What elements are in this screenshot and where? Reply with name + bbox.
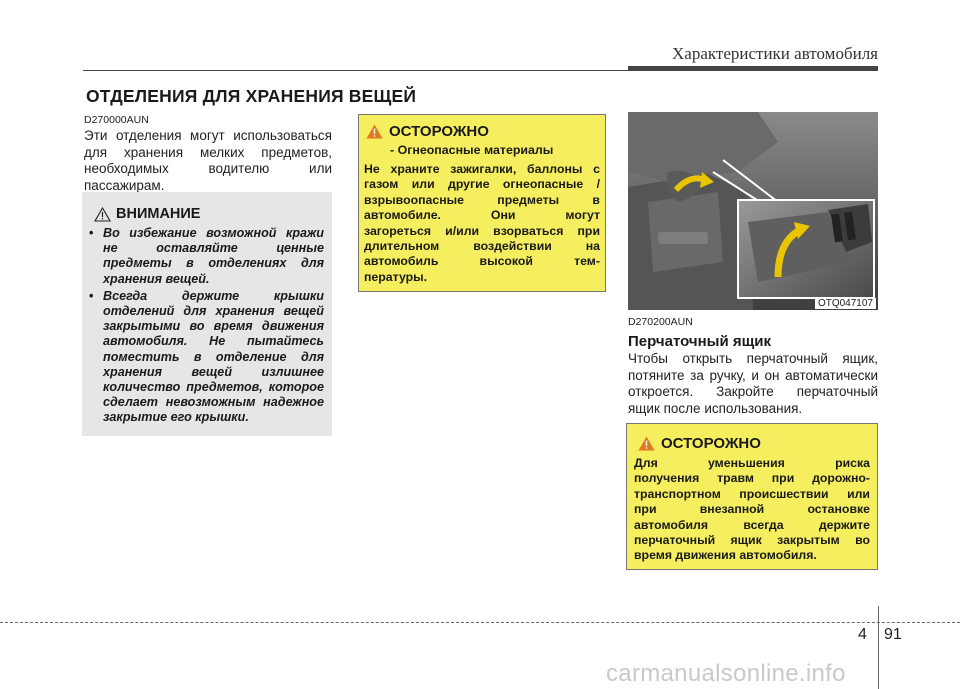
warning-line: взрывоопасные предметы в	[364, 192, 600, 207]
glovebox-title: Перчаточный ящик	[628, 333, 772, 350]
glovebox-line: ящик после использования.	[628, 400, 803, 416]
warning-text	[364, 162, 600, 285]
glovebox-line: откроется. Закройте перчаточный	[628, 384, 878, 399]
footer-divider	[878, 606, 879, 689]
notice-list	[88, 226, 324, 428]
warning-heading	[638, 435, 761, 452]
warning-line: Не храните зажигалки, баллоны с	[364, 162, 600, 176]
warning-line: получения травм при дорожно-	[634, 471, 870, 486]
glovebox-line: потяните за ручку, и он автоматически	[628, 367, 878, 383]
warning-title: ОСТОРОЖНО	[389, 123, 489, 140]
glovebox-line: Чтобы открыть перчаточный ящик,	[628, 351, 878, 366]
intro-paragraph	[84, 128, 332, 194]
glovebox-paragraph	[628, 351, 878, 417]
intro-line: пассажирам.	[84, 177, 165, 193]
warning-line: газом или другие огнеопасные /	[364, 177, 600, 192]
photo-code: OTQ047107	[815, 298, 876, 309]
notice-item: • Во избежание возможной кражи не оставляйте ценные предметы в отделениях для хранения вещей.	[88, 226, 324, 287]
notice-item: • Всегда держите крышки отделений для хранения вещей закрытыми во время движения автомобиля. Не пытайтесь поместить в отделение для хранения вещей излишнее количество предметов, которое сделает невозможным надежное закрытие его крышки.	[88, 289, 324, 426]
notice-heading	[94, 206, 200, 222]
intro-line: для хранения мелких предметов,	[84, 144, 332, 160]
dashboard-illustration	[628, 112, 878, 310]
notice-title: ВНИМАНИЕ	[116, 206, 201, 222]
warning-icon	[638, 436, 655, 451]
warning-subtitle: - Огнеопасные материалы	[390, 143, 554, 157]
warning-line: транспортном происшествии или	[634, 486, 870, 501]
footer-rule	[0, 622, 960, 623]
header-title: Характеристики автомобиля	[672, 44, 878, 63]
warning-heading	[366, 123, 489, 140]
warning-line: автомобиль высокой тем-	[364, 254, 600, 269]
warning-line: автомобиля всегда держите	[634, 517, 870, 532]
warning-line: перчаточный ящик закрытым во	[634, 533, 870, 548]
warning-icon	[366, 124, 383, 139]
warning-line: при внезапной остановке	[634, 502, 870, 517]
header-rule	[83, 70, 878, 71]
intro-line: необходимых водителю или	[84, 161, 332, 176]
page-number: 91	[884, 626, 902, 643]
warning-line: пературы.	[364, 269, 428, 284]
chapter-number: 4	[858, 626, 867, 643]
warning-title: ОСТОРОЖНО	[661, 435, 761, 452]
warning-line: загореться и/или взорваться при	[364, 223, 600, 238]
warning-text	[634, 456, 870, 564]
glovebox-code: D270200AUN	[628, 316, 693, 328]
warning-line: автомобиле. Они могут	[364, 208, 600, 223]
watermark: carmanualsonline.info	[606, 660, 846, 687]
glovebox-photo	[628, 112, 878, 310]
section-title: ОТДЕЛЕНИЯ ДЛЯ ХРАНЕНИЯ ВЕЩЕЙ	[86, 86, 417, 106]
warning-line: Для уменьшения риска	[634, 456, 870, 470]
warning-line: длительном воздействии на	[364, 239, 600, 254]
section-code: D270000AUN	[84, 114, 149, 126]
caution-triangle-icon	[94, 207, 111, 222]
warning-line: время движения автомобиля.	[634, 548, 817, 563]
intro-line: Эти отделения могут использоваться	[84, 128, 332, 143]
